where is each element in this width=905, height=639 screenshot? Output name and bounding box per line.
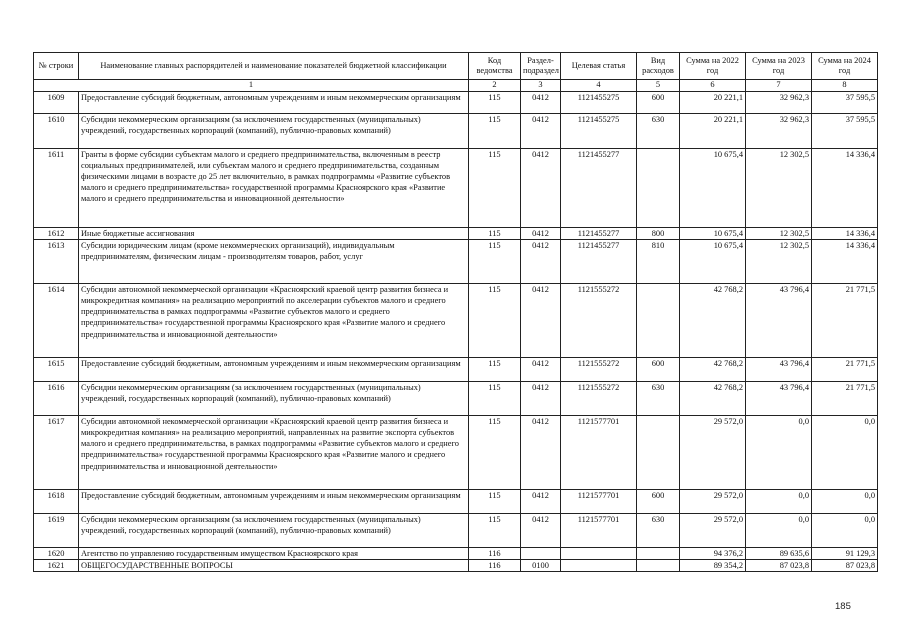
- row-sum-2024: 0,0: [812, 489, 878, 513]
- row-sum-2022: 10 675,4: [680, 148, 746, 227]
- table-row: [34, 91, 878, 113]
- row-sum-2024: 14 336,4: [812, 148, 878, 227]
- row-sum-2023: 87 023,8: [746, 559, 812, 571]
- table-row: [34, 381, 878, 415]
- row-exp-type: 630: [637, 113, 680, 148]
- table-header: [34, 53, 878, 92]
- column-number: 8: [812, 80, 878, 92]
- row-target: 1121555272: [561, 381, 637, 415]
- row-exp-type: [637, 559, 680, 571]
- row-exp-type: 810: [637, 239, 680, 283]
- row-name: Субсидии некоммерческим организациям (за исключением государственных (муниципальных) учреждений, государственных корпораций (компаний), публично-правовых компаний): [79, 381, 469, 415]
- row-number: 1610: [34, 113, 79, 148]
- col-header-sum-2024: Сумма на 2024 год: [812, 53, 878, 80]
- row-exp-type: 600: [637, 357, 680, 381]
- col-header-name: Наименование главных распорядителей и наименование показателей бюджетной классификации: [79, 53, 469, 80]
- col-header-sum-2023: Сумма на 2023 год: [746, 53, 812, 80]
- column-number: 3: [521, 80, 561, 92]
- row-sum-2022: 29 572,0: [680, 513, 746, 547]
- row-dept-code: 115: [469, 227, 521, 239]
- row-dept-code: 115: [469, 489, 521, 513]
- row-sum-2022: 10 675,4: [680, 239, 746, 283]
- row-name: Предоставление субсидий бюджетным, автономным учреждениям и иным некоммерческим организациям: [79, 489, 469, 513]
- row-dept-code: 116: [469, 547, 521, 559]
- header-row: [34, 53, 878, 80]
- row-exp-type: [637, 283, 680, 357]
- col-header-dept-code: Код ведомства: [469, 53, 521, 80]
- table-row: [34, 559, 878, 571]
- column-number: 4: [561, 80, 637, 92]
- table-row: [34, 148, 878, 227]
- col-header-exp-type: Вид расходов: [637, 53, 680, 80]
- row-number: 1618: [34, 489, 79, 513]
- row-name: Субсидии некоммерческим организациям (за исключением государственных (муниципальных) учреждений, государственных корпораций (компаний), публично-правовых компаний): [79, 113, 469, 148]
- row-number: 1609: [34, 91, 79, 113]
- page-number: 185: [835, 601, 851, 612]
- row-dept-code: 115: [469, 239, 521, 283]
- row-number: 1621: [34, 559, 79, 571]
- row-section: 0412: [521, 357, 561, 381]
- table-row: [34, 547, 878, 559]
- row-sum-2023: 12 302,5: [746, 227, 812, 239]
- row-sum-2024: 0,0: [812, 513, 878, 547]
- row-sum-2023: 89 635,6: [746, 547, 812, 559]
- row-exp-type: [637, 547, 680, 559]
- row-number: 1612: [34, 227, 79, 239]
- row-dept-code: 115: [469, 283, 521, 357]
- row-sum-2024: 21 771,5: [812, 283, 878, 357]
- table-row: [34, 239, 878, 283]
- row-sum-2024: 21 771,5: [812, 357, 878, 381]
- row-sum-2024: 0,0: [812, 415, 878, 489]
- row-name: Предоставление субсидий бюджетным, автономным учреждениям и иным некоммерческим организациям: [79, 91, 469, 113]
- row-number: 1617: [34, 415, 79, 489]
- row-sum-2022: 94 376,2: [680, 547, 746, 559]
- row-name: Предоставление субсидий бюджетным, автономным учреждениям и иным некоммерческим организациям: [79, 357, 469, 381]
- row-exp-type: 630: [637, 381, 680, 415]
- row-sum-2022: 20 221,1: [680, 113, 746, 148]
- col-header-section: Раздел-подраздел: [521, 53, 561, 80]
- row-number: 1613: [34, 239, 79, 283]
- row-section: 0412: [521, 148, 561, 227]
- row-number: 1619: [34, 513, 79, 547]
- row-section: 0412: [521, 283, 561, 357]
- table-row: [34, 227, 878, 239]
- column-number: 5: [637, 80, 680, 92]
- row-target: 1121577701: [561, 415, 637, 489]
- row-sum-2023: 43 796,4: [746, 357, 812, 381]
- row-name: Гранты в форме субсидии субъектам малого и среднего предпринимательства, включенным в реестр социальных предпринимателей, или субъектам малого и среднего предпринимательства, созданным физическими лицами в возрасте до 25 лет включительно, в рамках подпрограммы «Развитие субъектов малого и среднего предпринимательства» государственной программы Красноярского края «Развитие малого и среднего предпринимательства и инновационной деятельности»: [79, 148, 469, 227]
- row-section: 0100: [521, 559, 561, 571]
- row-sum-2022: 42 768,2: [680, 357, 746, 381]
- row-number: 1611: [34, 148, 79, 227]
- col-header-target: Целевая статья: [561, 53, 637, 80]
- row-exp-type: [637, 415, 680, 489]
- row-name: Субсидии автономной некоммерческой организации «Красноярский краевой центр развития бизнеса и микрокредитная компания» на реализацию мероприятий по акселерации субъектов малого и среднего предпринимательства в рамках подпрограммы «Развитие субъектов малого и среднего предпринимательства» государственной программы Красноярского края «Развитие малого и среднего предпринимательства и инновационной деятельности»: [79, 283, 469, 357]
- row-target: [561, 547, 637, 559]
- row-exp-type: 600: [637, 91, 680, 113]
- row-sum-2023: 43 796,4: [746, 283, 812, 357]
- row-name: Субсидии автономной некоммерческой организации «Красноярский краевой центр развития бизнеса и микрокредитная компания» на реализацию мероприятий, направленных на развитие экспорта субъектов малого и среднего предпринимательства, в рамках подпрограммы «Развитие субъектов малого и среднего предпринимательства» государственной программы Красноярского края «Развитие малого и среднего предпринимательства и инновационной деятельности»: [79, 415, 469, 489]
- table-row: [34, 415, 878, 489]
- column-number: 7: [746, 80, 812, 92]
- row-sum-2024: 21 771,5: [812, 381, 878, 415]
- table-row: [34, 513, 878, 547]
- row-sum-2023: 32 962,3: [746, 91, 812, 113]
- row-dept-code: 115: [469, 148, 521, 227]
- row-sum-2023: 0,0: [746, 415, 812, 489]
- row-sum-2022: 10 675,4: [680, 227, 746, 239]
- row-sum-2023: 0,0: [746, 513, 812, 547]
- row-section: [521, 547, 561, 559]
- row-section: 0412: [521, 415, 561, 489]
- row-sum-2023: 12 302,5: [746, 148, 812, 227]
- row-name: Субсидии некоммерческим организациям (за исключением государственных (муниципальных) учреждений, государственных корпораций (компаний), публично-правовых компаний): [79, 513, 469, 547]
- table-row: [34, 283, 878, 357]
- row-target: 1121455275: [561, 91, 637, 113]
- row-name: Субсидии юридическим лицам (кроме некоммерческих организаций), индивидуальным предпринимателям, физическим лицам - производителям товаров, работ, услуг: [79, 239, 469, 283]
- row-dept-code: 115: [469, 91, 521, 113]
- row-target: 1121577701: [561, 489, 637, 513]
- row-sum-2023: 43 796,4: [746, 381, 812, 415]
- row-dept-code: 116: [469, 559, 521, 571]
- table-row: [34, 113, 878, 148]
- row-sum-2023: 0,0: [746, 489, 812, 513]
- row-section: 0412: [521, 227, 561, 239]
- row-section: 0412: [521, 381, 561, 415]
- row-section: 0412: [521, 489, 561, 513]
- column-number-row: [34, 80, 878, 92]
- row-exp-type: 800: [637, 227, 680, 239]
- row-dept-code: 115: [469, 357, 521, 381]
- row-number: 1614: [34, 283, 79, 357]
- row-number: 1620: [34, 547, 79, 559]
- row-target: 1121455277: [561, 239, 637, 283]
- row-dept-code: 115: [469, 381, 521, 415]
- row-number: 1615: [34, 357, 79, 381]
- row-name: Агентство по управлению государственным имуществом Красноярского края: [79, 547, 469, 559]
- col-header-row-no: № строки: [34, 53, 79, 80]
- row-dept-code: 115: [469, 513, 521, 547]
- row-dept-code: 115: [469, 113, 521, 148]
- row-sum-2024: 37 595,5: [812, 113, 878, 148]
- row-target: 1121455277: [561, 148, 637, 227]
- row-target: 1121555272: [561, 283, 637, 357]
- row-sum-2022: 29 572,0: [680, 415, 746, 489]
- row-target: 1121455277: [561, 227, 637, 239]
- row-sum-2022: 20 221,1: [680, 91, 746, 113]
- budget-table: [33, 52, 878, 572]
- column-number: 6: [680, 80, 746, 92]
- column-number: 2: [469, 80, 521, 92]
- row-section: 0412: [521, 91, 561, 113]
- row-sum-2024: 37 595,5: [812, 91, 878, 113]
- row-sum-2023: 32 962,3: [746, 113, 812, 148]
- row-exp-type: 600: [637, 489, 680, 513]
- row-section: 0412: [521, 513, 561, 547]
- row-sum-2024: 14 336,4: [812, 239, 878, 283]
- row-number: 1616: [34, 381, 79, 415]
- row-exp-type: [637, 148, 680, 227]
- row-exp-type: 630: [637, 513, 680, 547]
- row-dept-code: 115: [469, 415, 521, 489]
- row-target: 1121555272: [561, 357, 637, 381]
- budget-table-sheet: [33, 52, 878, 572]
- row-section: 0412: [521, 113, 561, 148]
- row-sum-2023: 12 302,5: [746, 239, 812, 283]
- row-sum-2022: 42 768,2: [680, 381, 746, 415]
- row-target: 1121577701: [561, 513, 637, 547]
- row-name: ОБЩЕГОСУДАРСТВЕННЫЕ ВОПРОСЫ: [79, 559, 469, 571]
- table-row: [34, 489, 878, 513]
- row-sum-2024: 91 129,3: [812, 547, 878, 559]
- table-body: [34, 91, 878, 572]
- row-sum-2022: 89 354,2: [680, 559, 746, 571]
- col-header-sum-2022: Сумма на 2022 год: [680, 53, 746, 80]
- row-sum-2022: 42 768,2: [680, 283, 746, 357]
- row-target: 1121455275: [561, 113, 637, 148]
- row-section: 0412: [521, 239, 561, 283]
- row-sum-2022: 29 572,0: [680, 489, 746, 513]
- row-sum-2024: 14 336,4: [812, 227, 878, 239]
- row-target: [561, 559, 637, 571]
- table-row: [34, 357, 878, 381]
- row-name: Иные бюджетные ассигнования: [79, 227, 469, 239]
- column-number: 1: [34, 80, 469, 92]
- row-sum-2024: 87 023,8: [812, 559, 878, 571]
